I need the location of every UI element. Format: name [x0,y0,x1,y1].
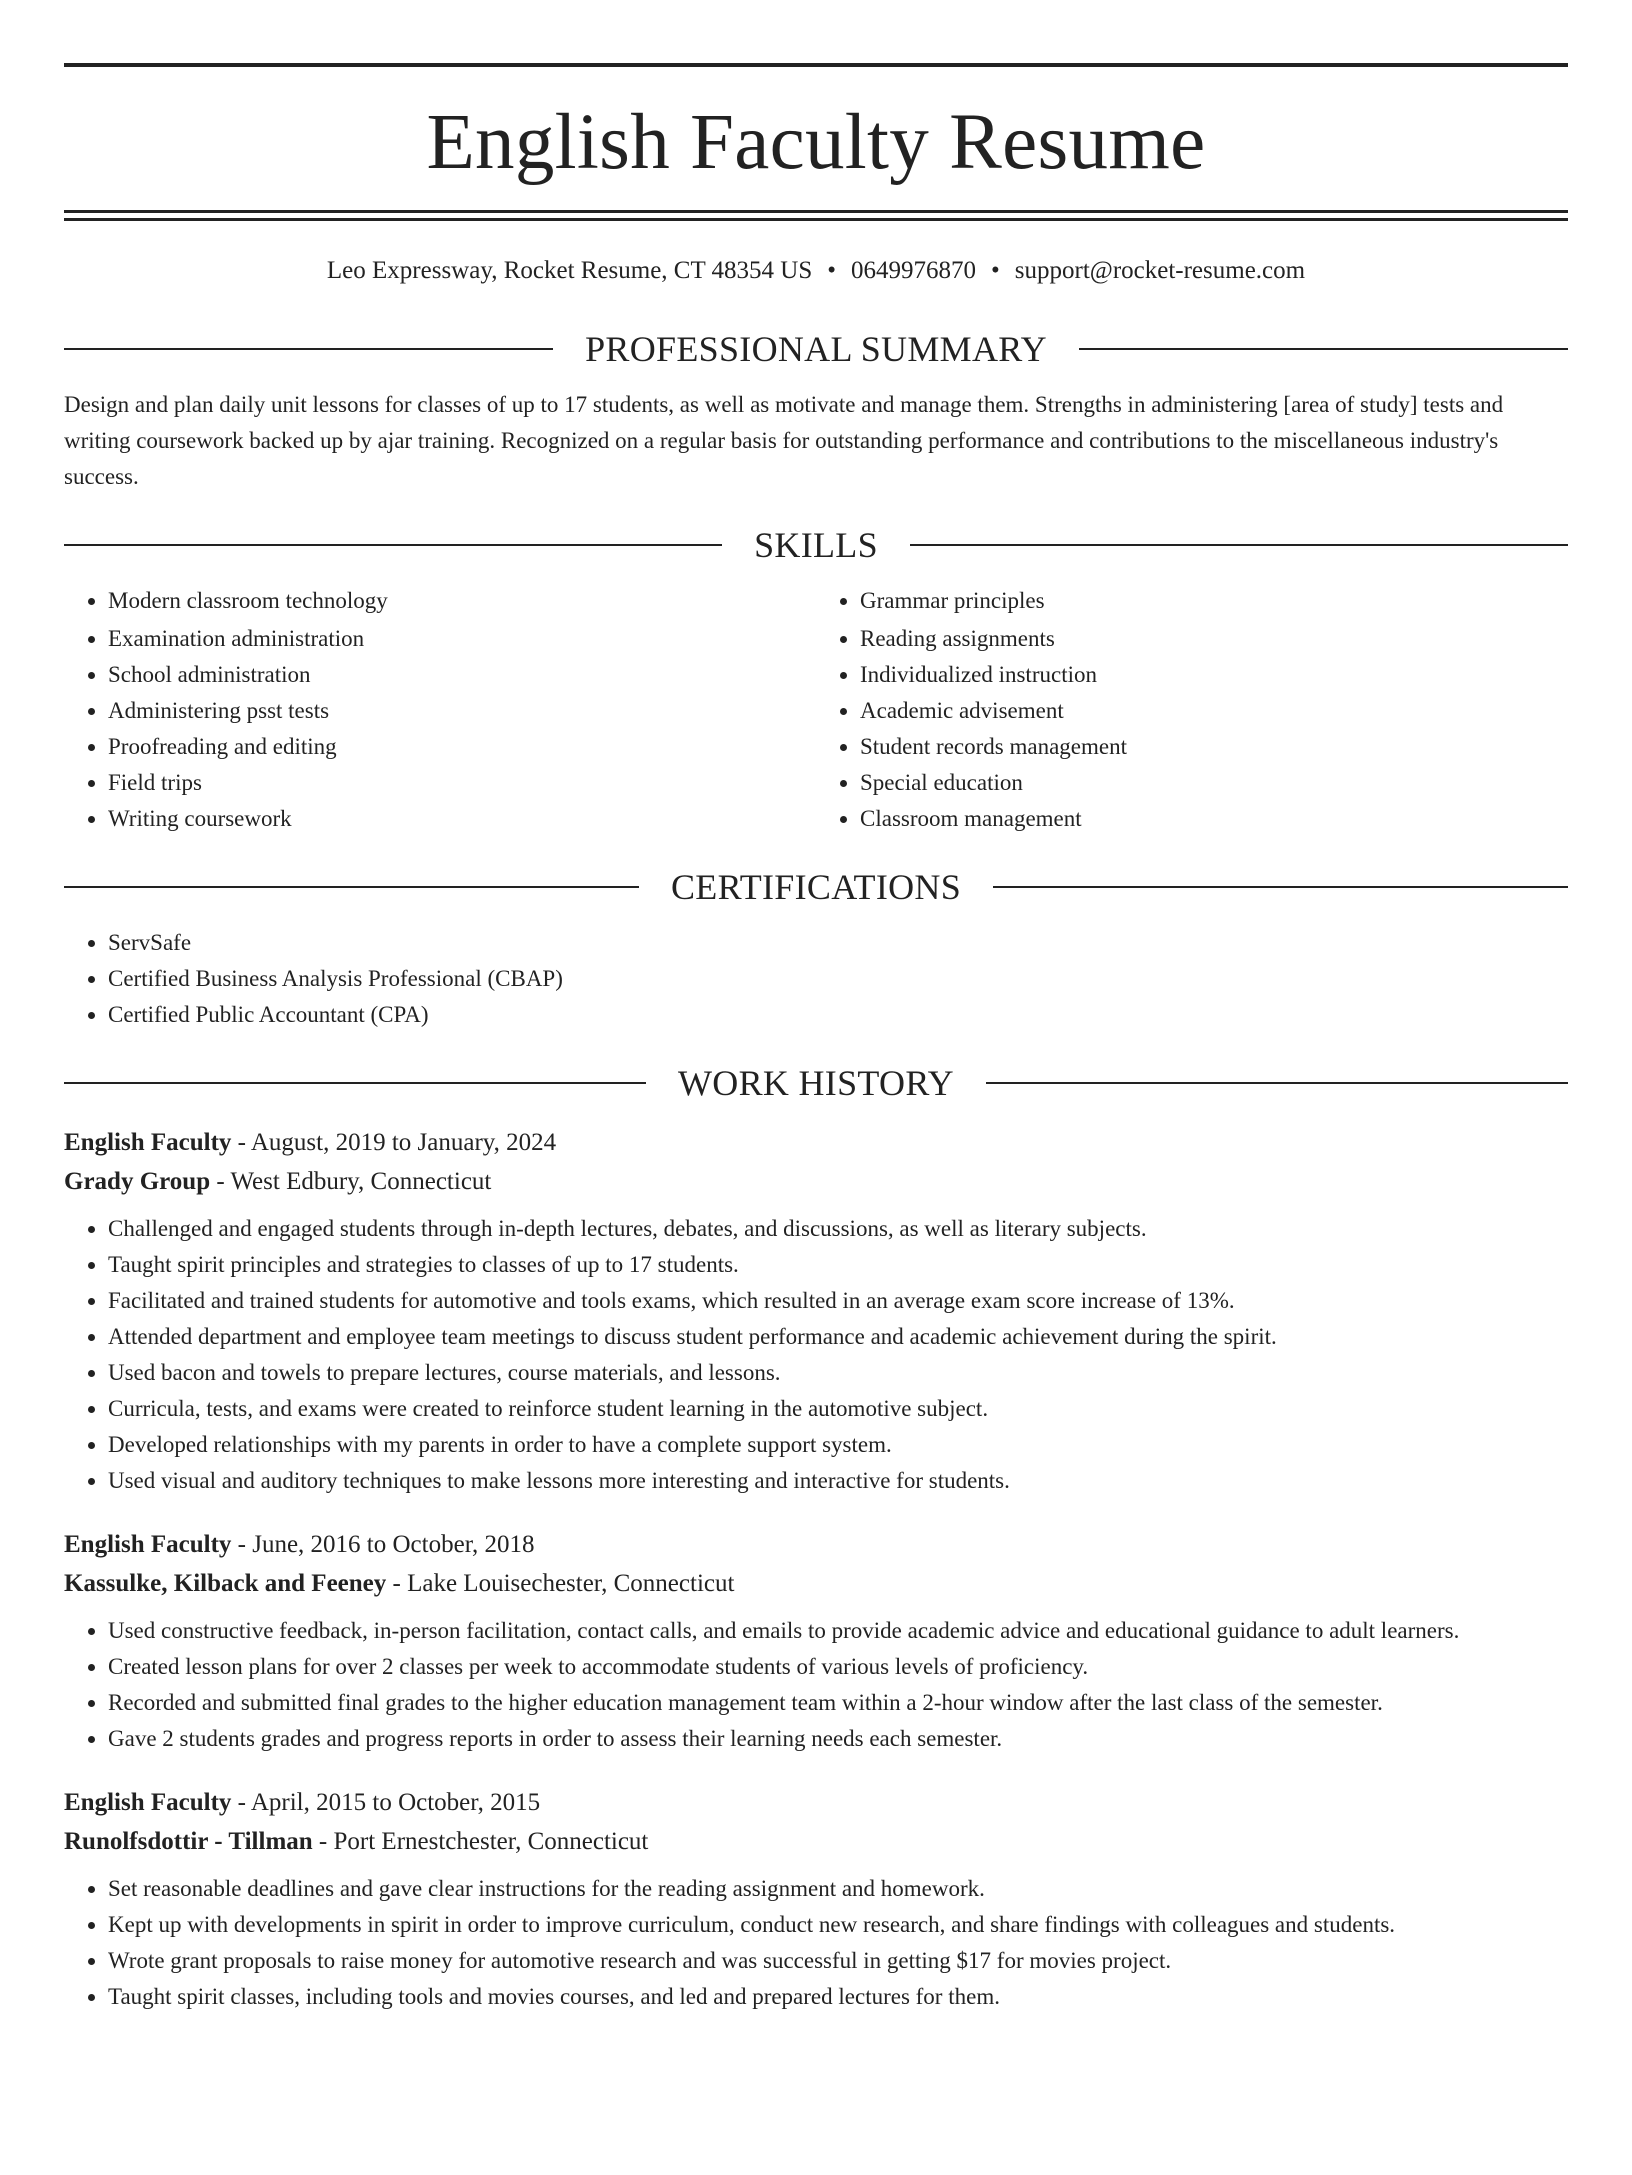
job-bullet: • Set reasonable deadlines and gave clear instructions for the reading assignment and homework. [108,1871,1568,1907]
job-role: English Faculty [64,1531,232,1558]
heading-rule [1079,348,1568,350]
skill-item: • Writing coursework [108,801,816,837]
job-title-line [64,1525,1568,1564]
certifications-list [64,925,1568,1033]
skill-item: • Academic advisement [860,693,1568,729]
skill-item: • Examination administration [108,621,816,657]
skill-item: • School administration [108,657,816,693]
heading-rule [64,886,639,888]
summary-text: Design and plan daily unit lessons for classes of up to 17 students, as well as motivate and manage them. Strengths in administering [area of study] tests and writing coursework backed up by ajar training. Recognized on a regular basis for outstanding performance and contributions to the miscellaneous industry's success. [64,392,1504,489]
job-dates: - April, 2015 to October, 2015 [231,1789,541,1816]
job-bullets [64,1613,1568,1757]
job-bullet: • Kept up with developments in spirit in order to improve curriculum, conduct new research, and share findings with colleagues and students. [108,1907,1568,1943]
heading-rule [64,544,722,546]
job-dates: - August, 2019 to January, 2024 [231,1129,557,1156]
job-location: - West Edbury, Connecticut [210,1168,492,1195]
contact-phone: 0649976870 [851,257,977,284]
job-bullet: • Gave 2 students grades and progress reports in order to assess their learning needs each semester. [108,1721,1568,1757]
job-bullet: • Taught spirit classes, including tools and movies courses, and led and prepared lectures for them. [108,1979,1568,2015]
skills-column-right [816,583,1568,837]
job-bullet: • Wrote grant proposals to raise money for automotive research and was successful in getting $17 for movies project. [108,1943,1568,1979]
work-heading [64,1055,1568,1111]
contact-email: support@rocket-resume.com [1014,257,1306,284]
job-company: Kassulke, Kilback and Feeney [64,1570,387,1597]
page-title: English Faculty Resume [426,99,1206,186]
skill-item: • Administering psst tests [108,693,816,729]
skill-item: • Field trips [108,765,816,801]
heading-rule [64,348,553,350]
job-bullets [64,1871,1568,2015]
job-bullet: • Used constructive feedback, in-person facilitation, contact calls, and emails to provide academic advice and educational guidance to adult learners. [108,1613,1568,1649]
contact-address: Leo Expressway, Rocket Resume, CT 48354 US [326,257,813,284]
job-entry [64,1525,1568,1757]
skill-item: • Special education [860,765,1568,801]
work-heading-label: WORK HISTORY [678,1063,954,1103]
summary-heading [64,321,1568,377]
job-role: English Faculty [64,1129,232,1156]
job-title-line [64,1123,1568,1162]
job-location: - Lake Louisechester, Connecticut [386,1570,735,1597]
skills-heading-label: SKILLS [754,525,878,565]
job-bullet: • Taught spirit principles and strategies to classes of up to 17 students. [108,1247,1568,1283]
job-bullets [64,1211,1568,1499]
job-role: English Faculty [64,1789,232,1816]
job-bullet: • Curricula, tests, and exams were created to reinforce student learning in the automotive subject. [108,1391,1568,1427]
certification-item: • ServSafe [108,925,1568,961]
job-company: Runolfsdottir - Tillman [64,1828,313,1855]
skills-column-left [64,583,816,837]
heading-rule [986,1082,1568,1084]
job-title-line [64,1783,1568,1822]
contact-line [64,255,1568,287]
heading-rule [64,1082,646,1084]
job-entry [64,1783,1568,2015]
job-company-line [64,1822,1568,1861]
skill-item: • Proofreading and editing [108,729,816,765]
skill-item: • Grammar principles [860,583,1568,619]
summary-heading-label: PROFESSIONAL SUMMARY [585,329,1047,369]
job-bullet: • Recorded and submitted final grades to the higher education management team within a 2-hour window after the last class of the semester. [108,1685,1568,1721]
job-bullet: • Used visual and auditory techniques to make lessons more interesting and interactive for students. [108,1463,1568,1499]
skill-item: • Modern classroom technology [108,583,816,619]
heading-rule [993,886,1568,888]
contact-separator: • [827,257,837,284]
skill-item: • Student records management [860,729,1568,765]
job-company-line [64,1564,1568,1603]
resume-page [0,63,1632,2175]
job-entry [64,1123,1568,1499]
job-bullet: • Challenged and engaged students through in-depth lectures, debates, and discussions, as well as literary subjects. [108,1211,1568,1247]
skills-heading [64,517,1568,573]
job-bullet: • Attended department and employee team meetings to discuss student performance and academic achievement during the spirit. [108,1319,1568,1355]
certifications-heading-label: CERTIFICATIONS [670,867,962,907]
job-company: Grady Group [64,1168,211,1195]
heading-rule [910,544,1568,546]
job-bullet: • Created lesson plans for over 2 classes per week to accommodate students of various levels of proficiency. [108,1649,1568,1685]
job-location: - Port Ernestchester, Connecticut [312,1828,649,1855]
skill-item: • Reading assignments [860,621,1568,657]
contact-separator: • [991,257,1000,284]
work-history [64,1123,1568,2015]
skill-item: • Individualized instruction [860,657,1568,693]
skills-list [64,583,1568,837]
job-bullet: • Developed relationships with my parents in order to have a complete support system. [108,1427,1568,1463]
certification-item: • Certified Public Accountant (CPA) [108,997,1568,1033]
job-dates: - June, 2016 to October, 2018 [231,1531,535,1558]
job-company-line [64,1162,1568,1201]
certification-item: • Certified Business Analysis Professional (CBAP) [108,961,1568,997]
title-double-rule [64,210,1568,221]
skill-item: • Classroom management [860,801,1568,837]
certifications-heading [64,859,1568,915]
job-bullet: • Used bacon and towels to prepare lectures, course materials, and lessons. [108,1355,1568,1391]
job-bullet: • Facilitated and trained students for automotive and tools exams, which resulted in an average exam score increase of 13%. [108,1283,1568,1319]
